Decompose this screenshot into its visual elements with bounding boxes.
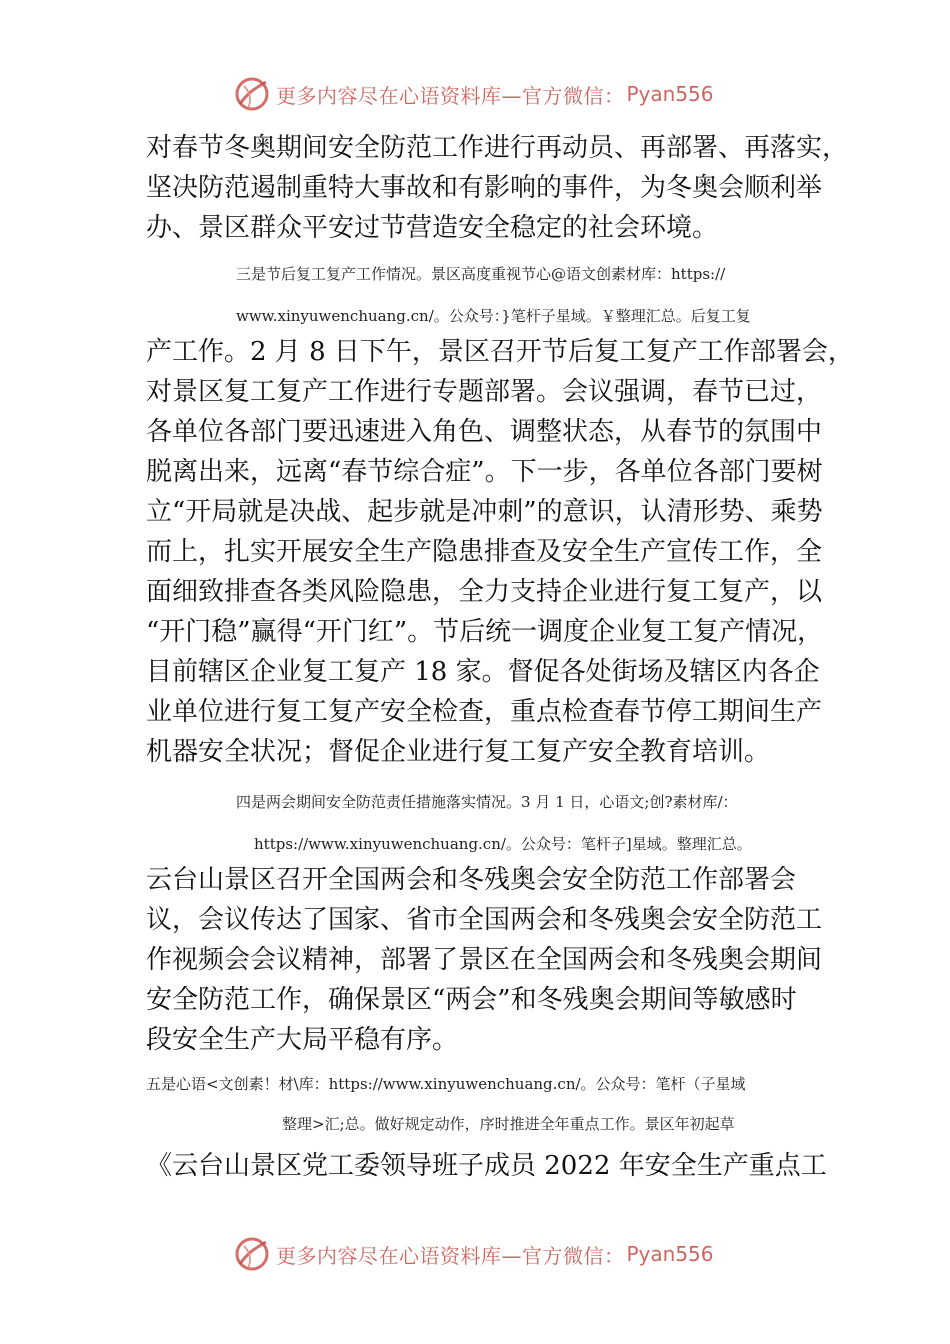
body-line-small: 五是心语<文创素！材\库：https://www.xinyuwenchuang.cn/。公众号：笔杆（子星域 (146, 1075, 746, 1093)
watermark-wechat-id: Pyan556 (626, 1242, 714, 1266)
watermark-banner-bottom (232, 1232, 752, 1276)
body-line: 办、景区群众平安过节营造安全稳定的社会环境。 (146, 213, 719, 243)
body-line-small: 四是两会期间安全防范责任措施落实情况。3 月 1 日，心语文;创?素材库/： (236, 793, 738, 811)
body-line: 面细致排查各类风险隐患，全力支持企业进行复工复产，以 (146, 577, 823, 607)
body-line: 各单位各部门要迅速进入角色、调整状态，从春节的氛围中 (146, 417, 823, 447)
body-line: 产工作。2 月 8 日下午，景区召开节后复工复产工作部署会， (146, 337, 854, 367)
body-line-small: 三是节后复工复产工作情况。景区高度重视节心@语文创素材库：https:// (236, 265, 726, 283)
body-line: 对景区复工复产工作进行专题部署。会议强调，春节已过， (146, 377, 823, 407)
body-line-small: https://www.xinyuwenchuang.cn/。公众号：笔杆子]星域。整理汇总。 (254, 835, 752, 853)
red-swirl-logo-icon (232, 1234, 272, 1274)
watermark-text: 更多内容尽在心语资料库—官方微信： (276, 1243, 625, 1268)
watermark-text: 更多内容尽在心语资料库—官方微信： (276, 83, 625, 108)
body-line: 《云台山景区党工委领导班子成员 2022 年安全生产重点工 (146, 1151, 827, 1181)
watermark-wechat-id: Pyan556 (626, 82, 714, 106)
body-line: “开门稳”赢得“开门红”。节后统一调度企业复工复产情况， (146, 617, 824, 647)
body-line: 立“开局就是决战、起步就是冲刺”的意识，认清形势、乘势 (146, 497, 823, 527)
body-line: 段安全生产大局平稳有序。 (146, 1025, 459, 1055)
body-line: 业单位进行复工复产安全检查，重点检查春节停工期间生产 (146, 697, 823, 727)
body-line: 脱离出来，远离“春节综合症”。下一步，各单位各部门要树 (146, 457, 823, 487)
watermark-banner-top (232, 72, 752, 116)
body-line: 云台山景区召开全国两会和冬残奥会安全防范工作部署会 (146, 865, 797, 895)
body-line-small: www.xinyuwenchuang.cn/。公众号：}笔杆子星域。￥整理汇总。后复工复 (236, 307, 751, 325)
body-line: 作视频会会议精神，部署了景区在全国两会和冬残奥会期间 (146, 945, 823, 975)
body-line: 而上，扎实开展安全生产隐患排查及安全生产宣传工作，全 (146, 537, 823, 567)
body-line: 机器安全状况；督促企业进行复工复产安全教育培训。 (146, 737, 771, 767)
body-line: 目前辖区企业复工复产 18 家。督促各处街场及辖区内各企 (146, 657, 820, 687)
body-line: 安全防范工作，确保景区“两会”和冬残奥会期间等敏感时 (146, 985, 797, 1015)
body-line: 对春节冬奥期间安全防范工作进行再动员、再部署、再落实， (146, 133, 849, 163)
body-line-small: 整理>汇;总。做好规定动作，序时推进全年重点工作。景区年初起草 (282, 1115, 735, 1133)
body-line: 议，会议传达了国家、省市全国两会和冬残奥会安全防范工 (146, 905, 823, 935)
red-swirl-logo-icon (232, 74, 272, 114)
body-line: 坚决防范遏制重特大事故和有影响的事件，为冬奥会顺利举 (146, 173, 823, 203)
